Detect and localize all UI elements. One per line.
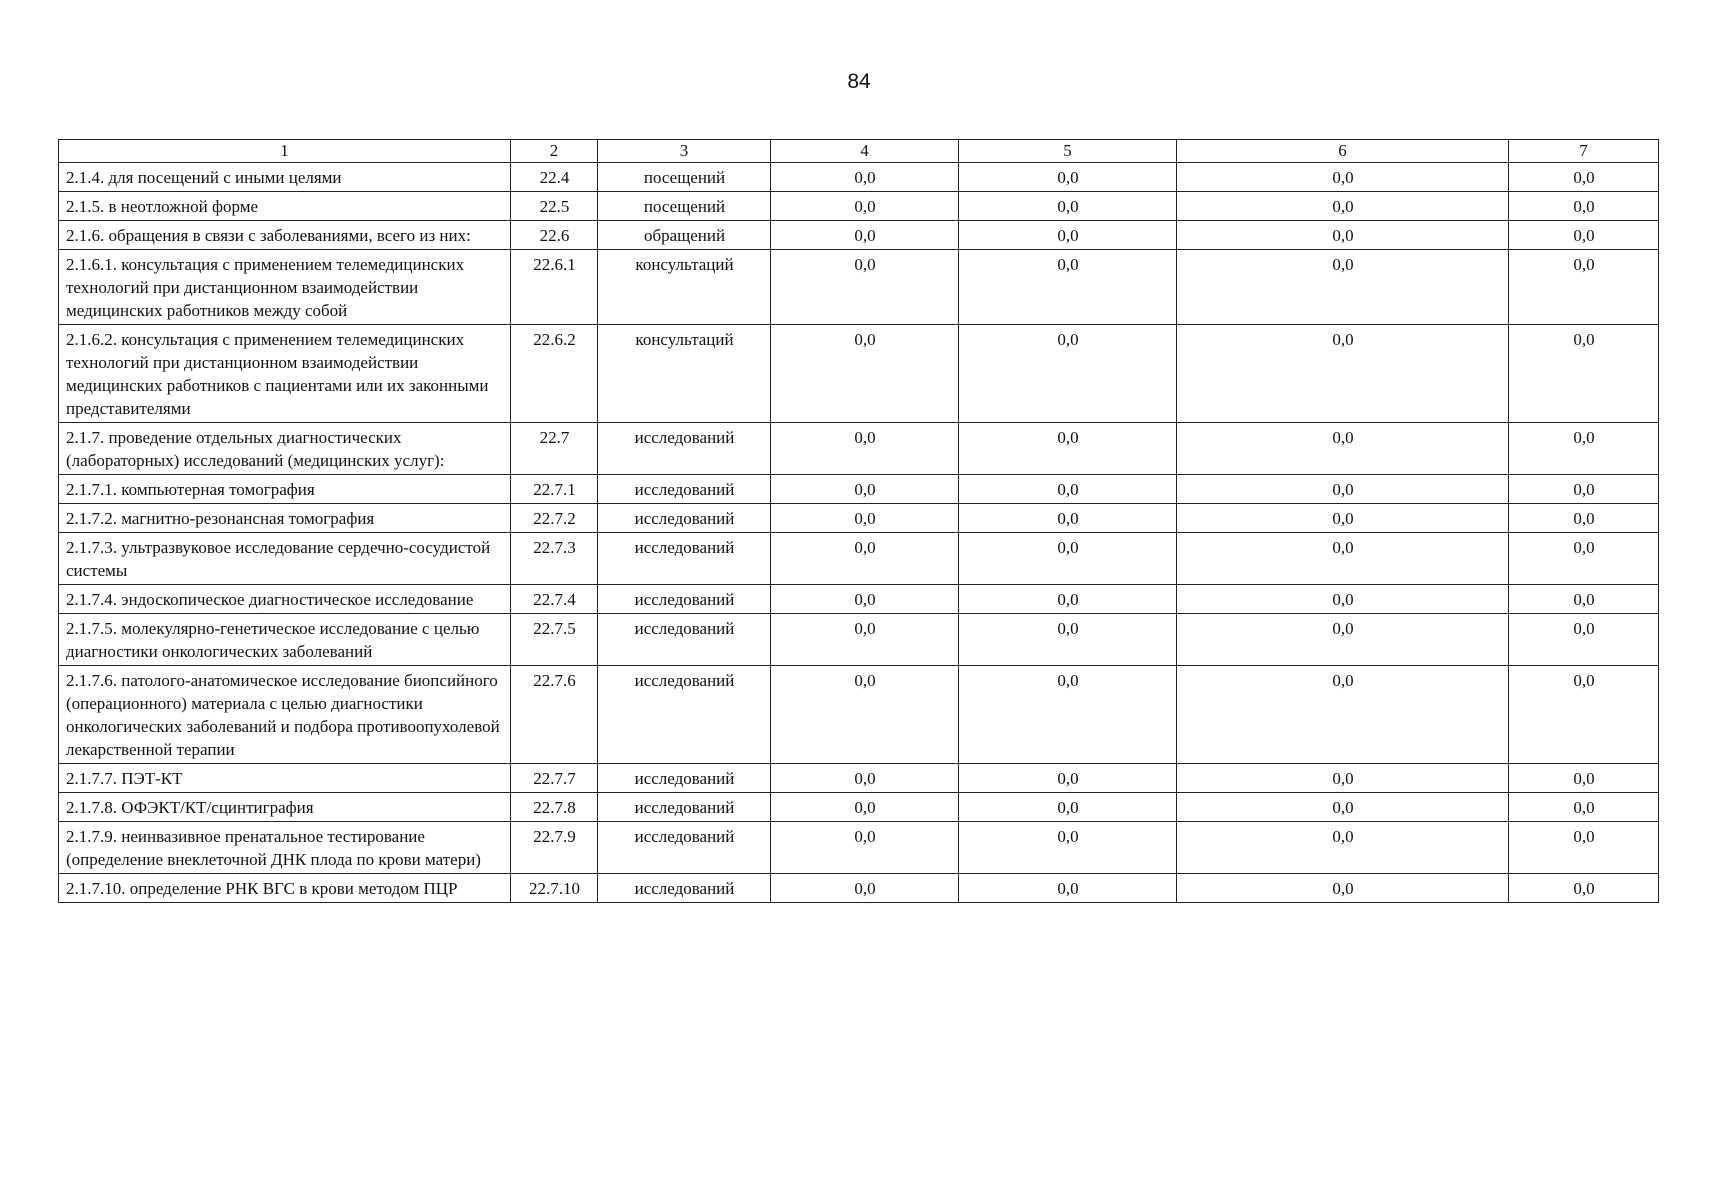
value-col4-cell: 0,0 [771, 764, 959, 793]
item-name-cell: 2.1.7.9. неинвазивное пренатальное тестирование (определение внеклеточной ДНК плода по крови матери) [59, 822, 511, 874]
value-col5-cell: 0,0 [959, 822, 1177, 874]
item-name-cell: 2.1.7.8. ОФЭКТ/КТ/сцинтиграфия [59, 793, 511, 822]
value-col5-cell: 0,0 [959, 666, 1177, 764]
column-header-5: 5 [959, 140, 1177, 163]
unit-cell: исследований [598, 504, 771, 533]
value-col7-cell: 0,0 [1509, 163, 1659, 192]
value-col7-cell: 0,0 [1509, 475, 1659, 504]
value-col6-cell: 0,0 [1177, 533, 1509, 585]
item-name-cell: 2.1.7.4. эндоскопическое диагностическое исследование [59, 585, 511, 614]
value-col6-cell: 0,0 [1177, 221, 1509, 250]
column-header-4: 4 [771, 140, 959, 163]
value-col4-cell: 0,0 [771, 250, 959, 325]
value-col4-cell: 0,0 [771, 666, 959, 764]
value-col4-cell: 0,0 [771, 533, 959, 585]
item-code-cell: 22.7.8 [511, 793, 598, 822]
table-row [59, 192, 1659, 221]
table-row [59, 475, 1659, 504]
value-col6-cell: 0,0 [1177, 504, 1509, 533]
value-col4-cell: 0,0 [771, 423, 959, 475]
value-col4-cell: 0,0 [771, 221, 959, 250]
value-col6-cell: 0,0 [1177, 423, 1509, 475]
item-name-cell: 2.1.7.5. молекулярно-генетическое исследование с целью диагностики онкологических заболеваний [59, 614, 511, 666]
item-name-cell: 2.1.6.1. консультация с применением телемедицинских технологий при дистанционном взаимодействии медицинских работников между собой [59, 250, 511, 325]
value-col7-cell: 0,0 [1509, 423, 1659, 475]
table-row [59, 614, 1659, 666]
value-col6-cell: 0,0 [1177, 192, 1509, 221]
table-row [59, 793, 1659, 822]
value-col6-cell: 0,0 [1177, 250, 1509, 325]
value-col6-cell: 0,0 [1177, 874, 1509, 903]
table-row [59, 533, 1659, 585]
table-header [59, 140, 1659, 163]
table-row [59, 163, 1659, 192]
item-name-cell: 2.1.6.2. консультация с применением телемедицинских технологий при дистанционном взаимодействии медицинских работников с пациентами или их законными представителями [59, 325, 511, 423]
unit-cell: исследований [598, 614, 771, 666]
value-col5-cell: 0,0 [959, 533, 1177, 585]
value-col5-cell: 0,0 [959, 163, 1177, 192]
value-col5-cell: 0,0 [959, 423, 1177, 475]
item-code-cell: 22.7.5 [511, 614, 598, 666]
table-row [59, 250, 1659, 325]
value-col7-cell: 0,0 [1509, 192, 1659, 221]
value-col7-cell: 0,0 [1509, 793, 1659, 822]
value-col5-cell: 0,0 [959, 475, 1177, 504]
item-code-cell: 22.7.6 [511, 666, 598, 764]
value-col5-cell: 0,0 [959, 614, 1177, 666]
item-name-cell: 2.1.7.3. ультразвуковое исследование сердечно-сосудистой системы [59, 533, 511, 585]
unit-cell: консультаций [598, 250, 771, 325]
value-col5-cell: 0,0 [959, 793, 1177, 822]
item-code-cell: 22.7.7 [511, 764, 598, 793]
item-name-cell: 2.1.7.2. магнитно-резонансная томография [59, 504, 511, 533]
item-code-cell: 22.7.4 [511, 585, 598, 614]
value-col6-cell: 0,0 [1177, 585, 1509, 614]
value-col7-cell: 0,0 [1509, 533, 1659, 585]
item-code-cell: 22.6 [511, 221, 598, 250]
value-col7-cell: 0,0 [1509, 764, 1659, 793]
table-row [59, 822, 1659, 874]
unit-cell: исследований [598, 423, 771, 475]
value-col7-cell: 0,0 [1509, 666, 1659, 764]
unit-cell: исследований [598, 585, 771, 614]
value-col6-cell: 0,0 [1177, 793, 1509, 822]
item-name-cell: 2.1.4. для посещений с иными целями [59, 163, 511, 192]
table-row [59, 221, 1659, 250]
unit-cell: исследований [598, 666, 771, 764]
value-col4-cell: 0,0 [771, 504, 959, 533]
value-col6-cell: 0,0 [1177, 822, 1509, 874]
item-name-cell: 2.1.6. обращения в связи с заболеваниями, всего из них: [59, 221, 511, 250]
value-col4-cell: 0,0 [771, 793, 959, 822]
value-col4-cell: 0,0 [771, 475, 959, 504]
value-col7-cell: 0,0 [1509, 585, 1659, 614]
column-header-1: 1 [59, 140, 511, 163]
item-code-cell: 22.6.2 [511, 325, 598, 423]
unit-cell: обращений [598, 221, 771, 250]
value-col4-cell: 0,0 [771, 874, 959, 903]
value-col5-cell: 0,0 [959, 764, 1177, 793]
unit-cell: консультаций [598, 325, 771, 423]
unit-cell: исследований [598, 822, 771, 874]
unit-cell: исследований [598, 874, 771, 903]
value-col7-cell: 0,0 [1509, 614, 1659, 666]
statistics-table [58, 139, 1659, 903]
item-name-cell: 2.1.5. в неотложной форме [59, 192, 511, 221]
value-col6-cell: 0,0 [1177, 163, 1509, 192]
item-name-cell: 2.1.7.1. компьютерная томография [59, 475, 511, 504]
value-col5-cell: 0,0 [959, 250, 1177, 325]
item-code-cell: 22.4 [511, 163, 598, 192]
page-number: 84 [847, 70, 871, 93]
item-code-cell: 22.7.9 [511, 822, 598, 874]
column-header-6: 6 [1177, 140, 1509, 163]
value-col7-cell: 0,0 [1509, 221, 1659, 250]
unit-cell: исследований [598, 793, 771, 822]
value-col6-cell: 0,0 [1177, 475, 1509, 504]
table-body [59, 163, 1659, 903]
value-col5-cell: 0,0 [959, 221, 1177, 250]
item-code-cell: 22.7.10 [511, 874, 598, 903]
value-col7-cell: 0,0 [1509, 504, 1659, 533]
value-col7-cell: 0,0 [1509, 250, 1659, 325]
value-col4-cell: 0,0 [771, 192, 959, 221]
table-row [59, 423, 1659, 475]
value-col4-cell: 0,0 [771, 163, 959, 192]
value-col4-cell: 0,0 [771, 822, 959, 874]
value-col5-cell: 0,0 [959, 192, 1177, 221]
value-col5-cell: 0,0 [959, 874, 1177, 903]
value-col5-cell: 0,0 [959, 504, 1177, 533]
item-code-cell: 22.5 [511, 192, 598, 221]
value-col7-cell: 0,0 [1509, 822, 1659, 874]
value-col5-cell: 0,0 [959, 585, 1177, 614]
column-header-2: 2 [511, 140, 598, 163]
table-row [59, 325, 1659, 423]
value-col7-cell: 0,0 [1509, 325, 1659, 423]
unit-cell: посещений [598, 163, 771, 192]
value-col4-cell: 0,0 [771, 614, 959, 666]
unit-cell: исследований [598, 533, 771, 585]
column-header-7: 7 [1509, 140, 1659, 163]
value-col4-cell: 0,0 [771, 585, 959, 614]
value-col6-cell: 0,0 [1177, 666, 1509, 764]
value-col5-cell: 0,0 [959, 325, 1177, 423]
item-code-cell: 22.7.1 [511, 475, 598, 504]
item-code-cell: 22.7.2 [511, 504, 598, 533]
item-name-cell: 2.1.7.6. патолого-анатомическое исследование биопсийного (операционного) материала с целью диагностики онкологических заболеваний и подбора противоопухолевой лекарственной терапии [59, 666, 511, 764]
column-header-3: 3 [598, 140, 771, 163]
item-name-cell: 2.1.7. проведение отдельных диагностических (лабораторных) исследований (медицинских услуг): [59, 423, 511, 475]
unit-cell: исследований [598, 764, 771, 793]
value-col4-cell: 0,0 [771, 325, 959, 423]
table-row [59, 874, 1659, 903]
value-col6-cell: 0,0 [1177, 764, 1509, 793]
table-row [59, 585, 1659, 614]
item-code-cell: 22.7.3 [511, 533, 598, 585]
item-code-cell: 22.6.1 [511, 250, 598, 325]
item-code-cell: 22.7 [511, 423, 598, 475]
value-col7-cell: 0,0 [1509, 874, 1659, 903]
item-name-cell: 2.1.7.10. определение РНК ВГС в крови методом ПЦР [59, 874, 511, 903]
column-number-row [59, 140, 1659, 163]
unit-cell: посещений [598, 192, 771, 221]
table-row [59, 504, 1659, 533]
item-name-cell: 2.1.7.7. ПЭТ-КТ [59, 764, 511, 793]
table-row [59, 764, 1659, 793]
unit-cell: исследований [598, 475, 771, 504]
value-col6-cell: 0,0 [1177, 325, 1509, 423]
value-col6-cell: 0,0 [1177, 614, 1509, 666]
table-row [59, 666, 1659, 764]
